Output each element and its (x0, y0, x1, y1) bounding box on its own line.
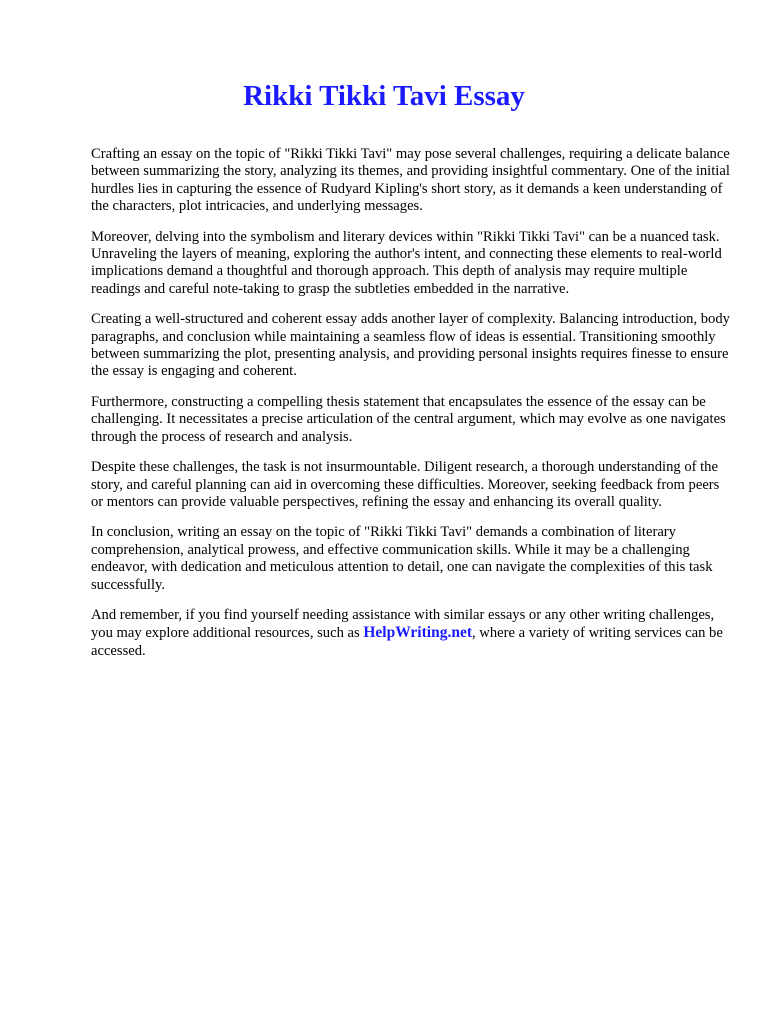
closing-paragraph (91, 607, 731, 660)
paragraph-4: Furthermore, constructing a compelling thesis statement that encapsulates the essence of the essay can be challenging. It necessitates a precise articulation of the central argument, which may evolve as one navigates through the process of research and analysis. (91, 393, 726, 445)
paragraph-1: Crafting an essay on the topic of "Rikki Tikki Tavi" may pose several challenges, requiring a delicate balance between summarizing the story, analyzing its themes, and providing insightful commentary. One of the initial hurdles lies in capturing the essence of Rudyard Kipling's short story, as it demands a keen understanding of the characters, plot intricacies, and underlying messages. (91, 146, 730, 215)
helpwriting-link[interactable]: HelpWriting.net (363, 624, 472, 642)
paragraph-6: In conclusion, writing an essay on the topic of "Rikki Tikki Tavi" demands a combination of literary comprehension, analytical prowess, and effective communication skills. While it may be a challenging endeavor, with dedication and meticulous attention to detail, one can navigate the complexities of this task successfully. (91, 524, 713, 593)
paragraph-2: Moreover, delving into the symbolism and literary devices within "Rikki Tikki Tavi" can be a nuanced task. Unraveling the layers of meaning, exploring the author's intent, and connecting these elements to real-world implications demand a thoughtful and thorough approach. This depth of analysis may require multiple readings and careful note-taking to grasp the subtleties embedded in the narrative. (91, 228, 722, 297)
paragraph-5: Despite these challenges, the task is not insurmountable. Diligent research, a thorough understanding of the story, and careful planning can aid in overcoming these difficulties. Moreover, seeking feedback from peers or mentors can provide valuable perspectives, refining the essay and enhancing its overall quality. (91, 459, 720, 510)
closing-text-before-link: And remember, if you find yourself needing assistance with similar essays or any other writing challenges, you may explore additional resources, such as (91, 606, 715, 642)
essay-body (91, 146, 731, 673)
page-title: Rikki Tikki Tavi Essay (243, 80, 525, 112)
paragraph-3: Creating a well-structured and coherent essay adds another layer of complexity. Balancing introduction, body paragraphs, and conclusion while maintaining a seamless flow of ideas is essential. Transitioning smoothly between summarizing the plot, presenting analysis, and providing personal insights requires finesse to ensure the essay is engaging and coherent. (91, 311, 730, 380)
closing-text-after-link: , where a variety of writing services can be accessed. (91, 625, 723, 659)
